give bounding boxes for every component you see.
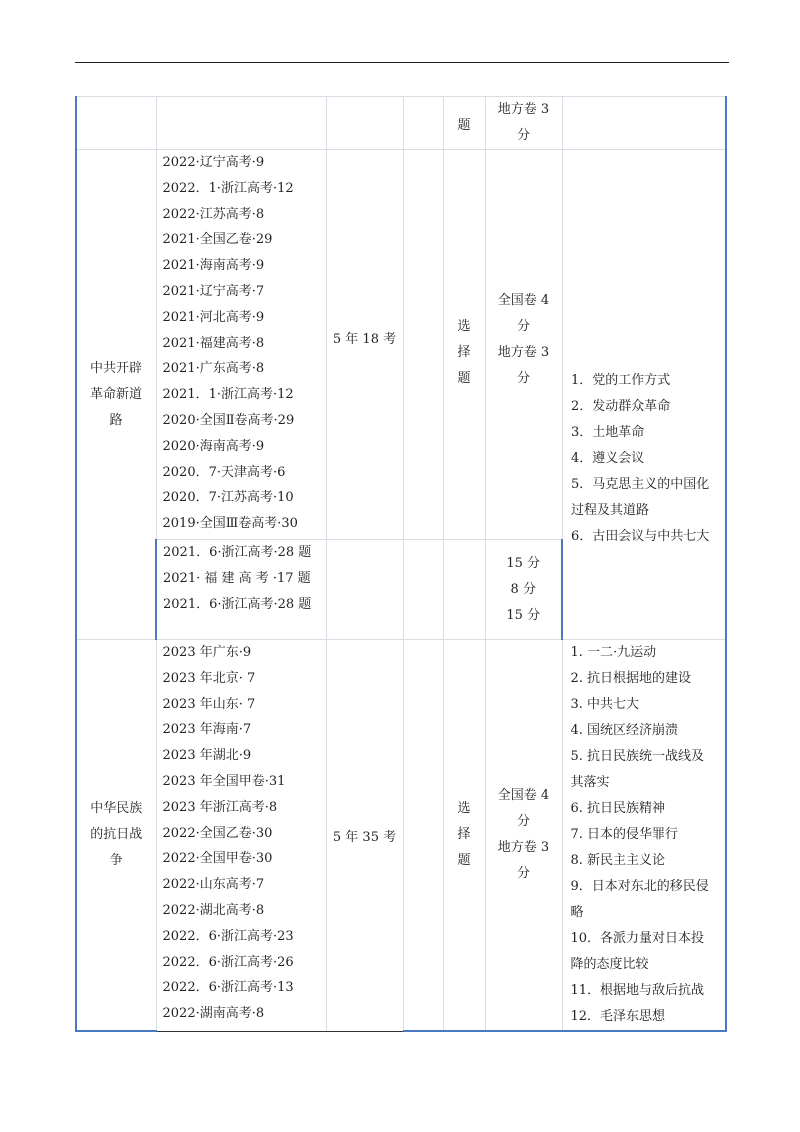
question-type-char: 择 <box>457 345 471 360</box>
papers-cell <box>156 540 326 640</box>
question-type-cell <box>443 540 485 640</box>
question-type-cell <box>443 640 485 1032</box>
key-point: 2. 抗日根据地的建设 <box>570 671 692 686</box>
paper-item: 2023 年浙江高考·8 <box>162 799 278 815</box>
paper-item: 2022·江苏高考·8 <box>162 206 265 222</box>
paper-item: 2022．1·浙江高考·12 <box>162 180 294 196</box>
blank-cell <box>403 640 443 1032</box>
score-line: 分 <box>516 128 530 143</box>
paper-item: 2021．6·浙江高考·28 题 <box>163 545 312 560</box>
topic-line: 中华民族 <box>90 801 143 816</box>
paper-item: 2023 年山东· 7 <box>162 696 256 712</box>
paper-item: 2023 年湖北·9 <box>162 748 252 764</box>
paper-item: 2021·全国乙卷·29 <box>162 232 273 248</box>
score-line: 分 <box>516 319 530 334</box>
key-points-cell <box>562 150 726 640</box>
paper-item: 2023 年海南·7 <box>162 722 252 738</box>
key-point: 4．遵义会议 <box>571 450 645 466</box>
count-cell <box>326 150 403 540</box>
exam-count: 5 年 18 考 <box>332 332 397 347</box>
key-point: 5．马克思主义的中国化过程及其道路 <box>571 476 710 518</box>
score-line: 地方卷 3 <box>497 345 550 360</box>
key-point: 6. 抗日民族精神 <box>570 801 666 816</box>
key-points-cell <box>562 640 726 1032</box>
key-point: 12．毛泽东思想 <box>570 1009 666 1024</box>
topic-line: 路 <box>109 412 123 428</box>
topic-line: 中共开辟 <box>89 360 142 376</box>
score-line: 分 <box>516 866 530 881</box>
question-type-text: 题 <box>457 117 471 133</box>
topic-cell <box>76 150 156 640</box>
key-point: 4. 国统区经济崩溃 <box>570 723 679 738</box>
question-type-char: 选 <box>457 801 471 816</box>
paper-item: 2022．6·浙江高考·13 <box>162 980 294 996</box>
papers-cell <box>156 97 326 150</box>
paper-item: 2022·全国乙卷·30 <box>162 825 273 841</box>
question-type-char: 题 <box>457 853 471 868</box>
topic-line: 的抗日战 <box>90 827 143 842</box>
key-point: 7. 日本的侵华罪行 <box>570 827 679 842</box>
paper-item: 2022．6·浙江高考·23 <box>162 928 294 944</box>
paper-item: 2019·全国Ⅲ卷高考·30 <box>162 516 298 532</box>
paper-item: 2022·湖南高考·8 <box>162 1006 265 1022</box>
blank-cell <box>403 540 443 640</box>
paper-item: 2022·山东高考·7 <box>162 877 265 893</box>
key-points-cell <box>562 97 726 150</box>
blank-cell <box>403 150 443 540</box>
paper-item: 2021· 福 建 高 考 ·17 题 <box>163 570 311 586</box>
score-line: 8 分 <box>510 581 536 597</box>
count-cell <box>326 97 403 150</box>
score-line: 15 分 <box>506 555 541 571</box>
table-row-revolution-road <box>76 150 726 540</box>
key-point: 9．日本对东北的移民侵略 <box>570 879 709 920</box>
topic-line: 争 <box>109 853 123 868</box>
paper-item: 2021·福建高考·8 <box>162 335 265 351</box>
score-cell <box>485 150 562 540</box>
question-type-cell <box>443 97 485 150</box>
score-cell <box>485 97 562 150</box>
score-line: 全国卷 4 <box>497 788 550 803</box>
paper-item: 2020·全国Ⅱ卷高考·29 <box>162 412 295 428</box>
paper-item: 2022·辽宁高考·9 <box>162 155 265 170</box>
paper-item: 2021．1·浙江高考·12 <box>162 387 294 403</box>
paper-item: 2021．6·浙江高考·28 题 <box>163 596 312 612</box>
key-point: 1. 一二·九运动 <box>570 645 657 660</box>
key-point: 2．发动群众革命 <box>571 398 671 414</box>
key-point: 6．古田会议与中共七大 <box>571 528 710 544</box>
question-type-char: 题 <box>457 371 471 386</box>
topic-line: 革命新道 <box>89 386 142 402</box>
header-rule <box>75 62 729 63</box>
key-point: 3．土地革命 <box>571 424 645 440</box>
paper-item: 2023 年北京· 7 <box>162 670 256 686</box>
key-point: 1．党的工作方式 <box>571 372 671 388</box>
key-point: 11．根据地与敌后抗战 <box>570 983 705 998</box>
paper-item: 2020．7·江苏高考·10 <box>162 490 294 506</box>
paper-item: 2020·海南高考·9 <box>162 438 265 454</box>
paper-item: 2021·海南高考·9 <box>162 258 265 274</box>
topic-cell <box>76 640 156 1032</box>
key-point: 5. 抗日民族统一战线及其落实 <box>570 749 705 790</box>
paper-item: 2021·辽宁高考·7 <box>162 283 265 299</box>
paper-item: 2022．6·浙江高考·26 <box>162 954 294 970</box>
papers-cell <box>156 150 326 540</box>
key-point: 8. 新民主主义论 <box>570 853 666 868</box>
paper-item: 2022·全国甲卷·30 <box>162 851 273 867</box>
question-type-char: 择 <box>457 827 471 842</box>
score-line: 分 <box>516 371 530 386</box>
paper-item: 2022·湖北高考·8 <box>162 902 265 918</box>
table-row-continued <box>76 97 726 150</box>
paper-item: 2023 年全国甲卷·31 <box>162 773 286 789</box>
score-line: 分 <box>516 814 530 829</box>
blank-cell <box>403 97 443 150</box>
score-line: 地方卷 3 <box>497 840 550 855</box>
question-type-char: 选 <box>457 319 471 334</box>
table-row-anti-japanese-war <box>76 640 726 1032</box>
paper-item: 2021·河北高考·9 <box>162 309 265 325</box>
exam-analysis-table <box>75 96 727 1032</box>
key-point: 10．各派力量对日本投降的态度比较 <box>570 931 705 972</box>
paper-item: 2023 年广东·9 <box>162 645 252 660</box>
paper-item: 2020．7·天津高考·6 <box>162 464 286 480</box>
score-cell <box>485 540 562 640</box>
score-line: 全国卷 4 <box>497 293 550 308</box>
papers-cell <box>156 640 326 1032</box>
paper-item: 2021·广东高考·8 <box>162 361 265 377</box>
score-line: 地方卷 3 <box>497 102 550 117</box>
exam-count: 5 年 35 考 <box>332 829 397 845</box>
count-cell <box>326 640 403 1032</box>
key-point: 3. 中共七大 <box>570 697 640 712</box>
topic-cell <box>76 97 156 150</box>
question-type-cell <box>443 150 485 540</box>
count-cell <box>326 540 403 640</box>
score-line: 15 分 <box>506 607 541 623</box>
score-cell <box>485 640 562 1032</box>
